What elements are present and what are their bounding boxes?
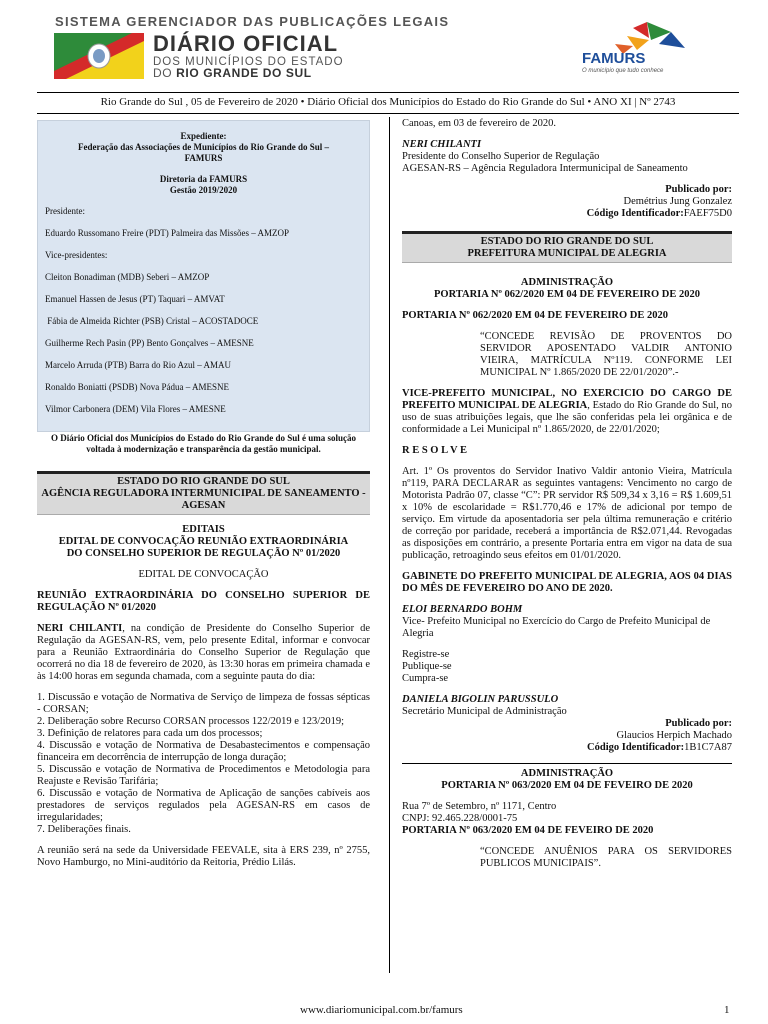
eloi-role: Vice- Prefeito Municipal no Exercício do Cargo de Prefeito Municipal de Alegria <box>402 616 711 639</box>
vice-president: Marcelo Arruda (PTB) Barra do Rio Azul – AMAU <box>45 360 231 370</box>
code-label: Código Identificador: <box>586 208 684 219</box>
vice-president: Emanuel Hassen de Jesus (PT) Taquari – AMVAT <box>45 294 225 304</box>
registre-se: Registre-se <box>402 649 450 660</box>
pauta-item: 1. Discussão e votação de Normativa de Serviço de limpeza de fossas sépticas - CORSAN; <box>37 692 370 715</box>
edition-info-line: Rio Grande do Sul , 05 de Fevereiro de 2020 • Diário Oficial dos Municípios do Estado do Rio Grande do Sul • ANO XI | Nº 2743 <box>100 96 676 108</box>
alegria-prefeitura: PREFEITURA MUNICIPAL DE ALEGRIA <box>467 248 667 259</box>
header-rule-top <box>37 92 739 93</box>
presidente-label: Presidente: <box>45 206 85 216</box>
famurs-tagline: O município que tudo conhece <box>582 68 664 74</box>
pauta-item: 4. Discussão e votação de Normativa de Desabastecimentos e compensação financeira em decorrência de interrupção de longa duração; <box>37 740 370 763</box>
portaria-063-title: PORTARIA Nº 063/2020 EM 04 DE FEVEIRO DE 2020 <box>402 825 654 836</box>
subtitle-state: RIO GRANDE DO SUL <box>176 66 312 80</box>
address-line: Rua 7º de Setembro, nº 1171, Centro <box>402 801 557 812</box>
portaria-063-heading: PORTARIA Nº 063/2020 EM 04 DE FEVEIRO DE 2020 <box>441 780 693 791</box>
cumpra-se: Cumpra-se <box>402 673 449 684</box>
pauta-item: 6. Discussão e votação de Normativa de Aplicação de sanções cabíveis aos prestadores de serviços regulados pela AGESAN-RS em casos de irregularidades; <box>37 788 370 823</box>
vice-label: Vice-presidentes: <box>45 250 108 260</box>
neri-chilanti-name: NERI CHILANTI <box>37 623 123 634</box>
subtitle-line-1: DOS MUNICÍPIOS DO ESTADO <box>153 56 344 68</box>
diario-oficial-title: DIÁRIO OFICIAL <box>153 31 339 56</box>
administracao-heading: ADMINISTRAÇÃO <box>520 768 614 779</box>
pauta-item: 2. Deliberação sobre Recurso CORSAN processos 122/2019 e 123/2019; <box>37 716 345 727</box>
sede-paragraph: A reunião será na sede da Universidade FEEVALE, sita à ERS 239, nº 2755, Novo Hamburgo, no Mini-auditório da Reitoria, Prédio Lilás. <box>37 845 370 868</box>
convocation-paragraph <box>37 623 370 683</box>
column-separator <box>389 117 390 973</box>
daniela-signature-name: DANIELA BIGOLIN PARUSSULO <box>402 694 559 705</box>
gestao-label: Gestão 2019/2020 <box>169 185 238 195</box>
code-label: Código Identificador: <box>587 742 685 753</box>
subtitle-line-2 <box>153 66 312 80</box>
federation-name: Federação das Associações de Municípios do Rio Grande do Sul – <box>77 142 329 152</box>
famurs-acronym: FAMURS <box>184 153 223 163</box>
agesan-header-box <box>37 471 370 515</box>
reuniao-title: REUNIÃO EXTRAORDINÁRIA DO CONSELHO SUPERIOR DE REGULAÇÃO Nº 01/2020 <box>37 590 370 613</box>
agesan-state: ESTADO DO RIO GRANDE DO SUL <box>117 476 290 487</box>
vice-prefeito-paragraph <box>402 388 732 436</box>
vice-president: Vilmor Carbonera (DEM) Vila Flores – AMESNE <box>45 404 226 414</box>
footer-url[interactable]: www.diariomunicipal.com.br/famurs <box>300 1004 463 1016</box>
vice-president: Guilherme Rech Pasin (PP) Bento Gonçalves – AMESNE <box>45 338 254 348</box>
expediente-box <box>37 120 370 454</box>
concede-anuenios-text: “CONCEDE ANUÊNIOS PARA OS SERVIDORES PUBLICOS MUNICIPAIS”. <box>480 846 732 869</box>
article-1: Art. 1º Os proventos do Servidor Inativo Valdir antonio Vieira, Matrícula nº119, PARA DECLARAR as seguintes vantagens: Vencimento no cargo de Motorista Padrão 07, classe “C”: PR servidor R$ 509,34 x 3,16 = R$ 1.609,51 x 10% de escolaridade = R$1.770,46 e 17% de adicional por tempo de serviço. Em virtude da aposentadoria ser pela última remuneração e critério de correção por paridade, receberá a importância de R$2.071,44. Revogadas as disposições em contrário, a presente Portaria entra em vigor na data de sua publicação, retroagindo seus efeitos em 01/01/2020. <box>402 466 732 561</box>
left-column <box>37 120 370 869</box>
pauta-item: 3. Definição de relatores para cada um dos processos; <box>37 728 263 739</box>
subtitle-prefix: DO <box>153 66 177 80</box>
administracao-heading: ADMINISTRAÇÃO <box>520 277 614 288</box>
neri-role-2: AGESAN-RS – Agência Reguladora Intermunicipal de Saneamento <box>402 163 688 174</box>
code-value: 1B1C7A87 <box>684 742 732 753</box>
vice-prefeito-text: , Estado do Rio Grande do Sul, no uso de suas atribuições legais, que lhe são conferidas pela lei orgânica e de conformidade a Lei Municipal nº 1.865/2020, de 22/01/2020; <box>402 400 732 435</box>
system-name: SISTEMA GERENCIADOR DAS PUBLICAÇÕES LEGAIS <box>55 14 450 29</box>
resolve-heading: R E S O L V E <box>402 445 467 456</box>
rio-grande-do-sul-flag-icon <box>54 33 144 79</box>
header-rule-bottom <box>37 113 739 114</box>
vice-president: Cleiton Bonadiman (MDB) Seberi – AMZOP <box>45 272 210 282</box>
code-identifier <box>402 208 732 220</box>
vice-president: Ronaldo Boniatti (PSDB) Nova Pádua – AMESNE <box>45 382 229 392</box>
masthead <box>0 0 768 92</box>
concede-revisao-text: “CONCEDE REVISÃO DE PROVENTOS DO SERVIDOR APOSENTADO VALDIR ANTONIO VIEIRA, MATRÍCULA Nº119. CONFORME LEI MUNICIPAL Nº 1.865/2020 DE 22/01/2020”.- <box>480 331 732 378</box>
section-divider <box>402 763 732 764</box>
publisher-name: Demétrius Jung Gonzalez <box>623 196 732 207</box>
neri-signature-name: NERI CHILANTI <box>402 139 482 150</box>
page-number: 1 <box>724 1004 730 1016</box>
editais-heading: EDITAIS <box>182 524 225 535</box>
portaria-062-heading: PORTARIA Nº 062/2020 EM 04 DE FEVEREIRO DE 2020 <box>433 289 700 300</box>
neri-role-1: Presidente do Conselho Superior de Regulação <box>402 151 600 162</box>
daniela-role: Secretário Municipal de Administração <box>402 706 567 717</box>
pauta-item: 7. Deliberações finais. <box>37 824 131 835</box>
published-by-label: Publicado por: <box>665 718 732 729</box>
diretoria-label: Diretoria da FAMURS <box>159 174 248 184</box>
agesan-agency: AGÊNCIA REGULADORA INTERMUNICIPAL DE SANEAMENTO - AGESAN <box>41 488 366 511</box>
code-identifier <box>402 742 732 754</box>
gabinete-paragraph: GABINETE DO PREFEITO MUNICIPAL DE ALEGRIA, AOS 04 DIAS DO MÊS DE FEVEREIRO DO ANO DE 2020. <box>402 571 732 594</box>
vice-prefeito-bold: VICE-PREFEITO MUNICIPAL, NO EXERCICIO DO CARGO DE PREFEITO MUNICIPAL DE ALEGRIA <box>402 388 732 411</box>
portaria-062-title: PORTARIA Nº 062/2020 EM 04 DE FEVEREIRO DE 2020 <box>402 310 669 321</box>
edital-title-line-2: DO CONSELHO SUPERIOR DE REGULAÇÃO Nº 01/2020 <box>66 548 341 559</box>
eloi-signature-name: ELOI BERNARDO BOHM <box>402 604 523 615</box>
vice-president: Fábia de Almeida Richter (PSB) Cristal – ACOSTADOCE <box>45 316 259 326</box>
publique-se: Publique-se <box>402 661 452 672</box>
code-value: FAEF75D0 <box>683 208 732 219</box>
edital-convocacao: EDITAL DE CONVOCAÇÃO <box>138 569 269 580</box>
canoas-date: Canoas, em 03 de fevereiro de 2020. <box>402 118 556 129</box>
convocation-text: , na condição de Presidente do Conselho Superior de Regulação da AGESAN-RS, vem, pelo presente Edital, informar e convocar para a Reunião Extraordinária do Conselho Superior de Regulação que ocorrerá no dia 18 de fevereiro de 2020, às 13:30 horas em primeira chamada e às 14:00 horas em segunda chamada, com a seguinte pauta do dia: <box>37 623 370 682</box>
cnpj-line: CNPJ: 92.465.228/0001-75 <box>402 813 518 824</box>
alegria-state: ESTADO DO RIO GRANDE DO SUL <box>480 236 654 247</box>
famurs-wordmark: FAMURS <box>582 50 646 67</box>
publisher-name: Glaucios Herpich Machado <box>616 730 732 741</box>
about-text: O Diário Oficial dos Municípios do Estado do Rio Grande do Sul é uma solução voltada à modernização e transparência da gestão municipal. <box>50 433 357 454</box>
presidente-name: Eduardo Russomano Freire (PDT) Palmeira das Missões – AMZOP <box>45 228 289 238</box>
right-column <box>402 118 732 870</box>
alegria-header-box <box>402 231 732 263</box>
edital-title-line-1: EDITAL DE CONVOCAÇÃO REUNIÃO EXTRAORDINÁRIA <box>58 536 349 547</box>
expediente-label: Expediente: <box>180 131 227 141</box>
pauta-item: 5. Discussão e votação de Normativa de Procedimentos e Metodologia para Reajuste e Revisão Tarifária; <box>37 764 370 787</box>
published-by-label: Publicado por: <box>665 184 732 195</box>
